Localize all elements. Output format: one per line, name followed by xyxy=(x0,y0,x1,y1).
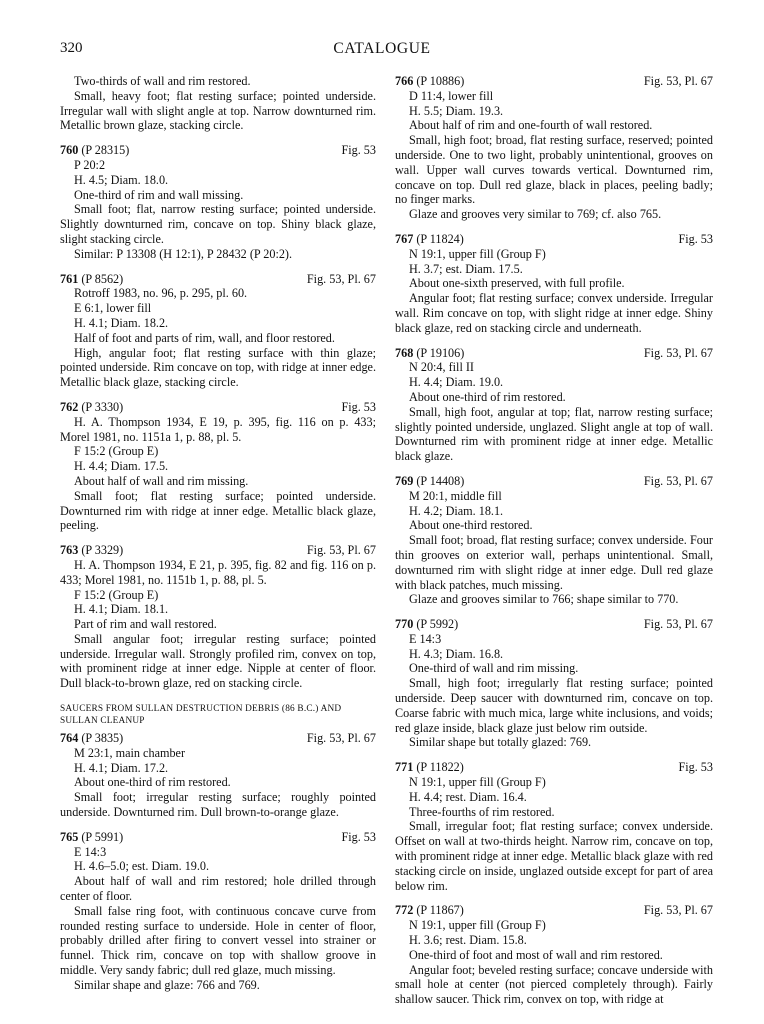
entry-data-line: One-third of foot and most of wall and rim restored. xyxy=(409,947,663,962)
entry-data-line: One-third of wall and rim missing. xyxy=(409,661,579,676)
entry-data-line: P 20:2 xyxy=(74,157,106,172)
entry-id xyxy=(60,143,129,158)
entry-data-line: Three-fourths of rim restored. xyxy=(409,804,555,819)
entry-number: 760 xyxy=(60,143,79,158)
continued-entry xyxy=(60,74,376,133)
description-paragraph: Angular foot; flat resting surface; convex underside. Irregular wall. Rim concave on top, with slight ridge at inner edge. Shiny black glaze, red on stacking circle and underneath. xyxy=(395,291,713,335)
entry-heading xyxy=(60,543,376,558)
inventory-number: (P 11824) xyxy=(413,231,464,246)
entry-id xyxy=(395,760,464,775)
description-paragraph: Small, irregular foot; flat resting surface; convex underside. Offset on wall at two-thirds height. Narrow rim, concave on top, with prominent ridge at inner edge. Metallic black glaze with red stacking circle on inside, unglazed outside except for part of area below rim. xyxy=(395,819,713,893)
figure-reference: Fig. 53 xyxy=(341,399,376,414)
section-heading: SAUCERS FROM SULLAN DESTRUCTION DEBRIS (86 B.C.) AND SULLAN CLEANUP xyxy=(60,704,342,727)
entry-number: 769 xyxy=(395,473,414,488)
description-paragraph: Small false ring foot, with continuous concave curve from rounded resting surface to underside. Hole in center of floor, probably drilled after firing to convert vessel into strainer or funnel. Thick rim, concave on top with shallow groove in middle. Very sandy fabric; dull red glaze, much missing. xyxy=(60,903,376,978)
entry-heading xyxy=(395,760,713,775)
entry-data-line: H. 3.7; est. Diam. 17.5. xyxy=(409,261,523,276)
entry-number: 762 xyxy=(60,399,79,414)
description-paragraph: Small foot; flat, narrow resting surface; pointed underside. Slightly downturned rim, concave on top. Shiny black glaze, slight stacking circle. xyxy=(60,202,376,246)
catalogue-entry xyxy=(395,346,713,464)
catalogue-entry xyxy=(395,74,713,222)
entry-id xyxy=(395,346,464,361)
description-paragraph: Similar: P 13308 (H 12:1), P 28432 (P 20:2). xyxy=(74,246,293,261)
entry-number: 771 xyxy=(395,760,414,775)
entry-heading xyxy=(395,617,713,632)
description-paragraph: H. A. Thompson 1934, E 21, p. 395, fig. 82 and fig. 116 on p. 433; Morel 1981, no. 1151b 1, p. 88, pl. 5. xyxy=(60,557,376,587)
catalogue-entry xyxy=(395,903,713,1007)
entry-id xyxy=(60,543,123,558)
figure-reference: Fig. 53 xyxy=(678,760,713,775)
inventory-number: (P 19106) xyxy=(413,345,465,360)
entry-heading xyxy=(60,400,376,415)
entry-data-line: F 15:2 (Group E) xyxy=(74,444,159,459)
running-head: CATALOGUE xyxy=(333,40,431,57)
description-paragraph: Small, high foot; broad, flat resting surface, reserved; pointed underside. One to two light, probably unintentional, grooves on wall. Upper wall curves towards vertical. Downturned rim, concave on top. Dull red glaze, black in places, peeling badly; no finger marks. xyxy=(395,133,713,207)
entry-data-line: F 15:2 (Group E) xyxy=(74,587,159,602)
description-paragraph: About half of wall and rim restored; hole drilled through center of floor. xyxy=(60,874,376,904)
entry-data-line: Half of foot and parts of rim, wall, and floor restored. xyxy=(74,330,335,345)
entry-data-line: H. 4.4; Diam. 17.5. xyxy=(74,459,169,474)
figure-reference: Fig. 53, Pl. 67 xyxy=(643,473,713,488)
description-paragraph: Similar shape but totally glazed: 769. xyxy=(409,735,592,750)
inventory-number: (P 8562) xyxy=(78,271,124,286)
entry-heading xyxy=(60,272,376,287)
catalogue-entry xyxy=(60,272,376,390)
entry-data-line: M 20:1, middle fill xyxy=(409,488,502,503)
entry-data-line: N 19:1, upper fill (Group F) xyxy=(409,918,546,933)
figure-reference: Fig. 53, Pl. 67 xyxy=(643,617,713,632)
description-paragraph: Small foot; flat resting surface; pointed underside. Downturned rim with ridge at inner edge. Metallic black glaze, peeling. xyxy=(60,488,376,533)
description-paragraph: Small foot; broad, flat resting surface; convex underside. Four thin grooves on exterior wall, perhaps unintentional. Small, downturned rim with slight ridge at inner edge. Dull red glaze with black patches, much missing. xyxy=(395,533,713,592)
description-paragraph: Two-thirds of wall and rim restored. xyxy=(74,74,251,88)
inventory-number: (P 3330) xyxy=(78,399,124,414)
entry-heading xyxy=(395,474,713,489)
inventory-number: (P 3835) xyxy=(78,731,124,746)
catalogue-entry xyxy=(60,731,376,820)
catalogue-entry xyxy=(395,760,713,893)
entry-data-line: About half of wall and rim missing. xyxy=(74,473,249,488)
entry-data-line: N 20:4, fill II xyxy=(409,360,474,375)
entry-data-line: H. 4.1; Diam. 18.2. xyxy=(74,315,169,330)
entry-data-line: Part of rim and wall restored. xyxy=(74,617,217,632)
right-column xyxy=(395,74,713,1007)
entry-data-line: H. 4.1; Diam. 18.1. xyxy=(74,602,169,617)
figure-reference: Fig. 53, Pl. 67 xyxy=(306,731,376,746)
entry-id xyxy=(60,731,123,746)
catalogue-entry xyxy=(395,617,713,750)
figure-reference: Fig. 53 xyxy=(678,231,713,246)
entry-number: 763 xyxy=(60,543,79,558)
page-header xyxy=(60,40,704,60)
page-number: 320 xyxy=(60,40,83,56)
inventory-number: (P 5992) xyxy=(413,617,459,632)
inventory-number: (P 5991) xyxy=(78,829,124,844)
description-paragraph: Glaze and grooves similar to 766; shape similar to 770. xyxy=(409,592,679,607)
entry-data-line: H. 4.4; rest. Diam. 16.4. xyxy=(409,789,527,804)
entry-number: 767 xyxy=(395,231,414,246)
entry-data-line: H. 4.5; Diam. 18.0. xyxy=(74,172,169,187)
entry-data-line: About one-sixth preserved, with full profile. xyxy=(409,276,625,291)
inventory-number: (P 11867) xyxy=(413,903,464,918)
entry-heading xyxy=(60,731,376,746)
entry-id xyxy=(395,232,464,247)
description-paragraph: Small angular foot; irregular resting surface; pointed underside. Irregular wall. Strongly profiled rim, convex on top, with prominent ridge at inner edge. Nipple at center of floor. Dull black-to-brown glaze, red on stacking circle. xyxy=(60,631,376,691)
description-paragraph: Small, high foot, angular at top; flat, narrow resting surface; slightly pointed underside, unglazed. Slight angle at top of wall. Downturned rim with prominent ridge at inner edge. Metallic black glaze. xyxy=(395,404,713,464)
inventory-number: (P 10886) xyxy=(413,74,465,88)
entry-heading xyxy=(395,346,713,361)
entry-data-line: Rotroff 1983, no. 96, p. 295, pl. 60. xyxy=(74,286,248,301)
entry-number: 770 xyxy=(395,617,414,632)
entry-data-line: M 23:1, main chamber xyxy=(74,745,186,760)
entry-data-line: About one-third of rim restored. xyxy=(74,775,231,790)
entry-data-line: H. 4.6–5.0; est. Diam. 19.0. xyxy=(74,859,210,874)
entry-id xyxy=(395,74,464,89)
figure-reference: Fig. 53, Pl. 67 xyxy=(306,271,376,286)
catalogue-entry xyxy=(60,400,376,533)
figure-reference: Fig. 53 xyxy=(341,829,376,844)
inventory-number: (P 11822) xyxy=(413,760,464,775)
entry-number: 768 xyxy=(395,345,414,360)
description-paragraph: Small, high foot; irregularly flat resting surface; pointed underside. Deep saucer with downturned rim, concave on top. Coarse fabric with much mica, large white inclusions, and voids; red glaze inside, black glaze just below rim outside. xyxy=(395,676,713,735)
entry-data-line: About half of rim and one-fourth of wall restored. xyxy=(409,118,653,133)
entry-data-line: H. 3.6; rest. Diam. 15.8. xyxy=(409,933,527,948)
entry-id xyxy=(395,617,458,632)
figure-reference: Fig. 53, Pl. 67 xyxy=(643,903,713,918)
inventory-number: (P 14408) xyxy=(413,473,465,488)
entry-id xyxy=(60,272,123,287)
entry-data-line: About one-third restored. xyxy=(409,518,533,533)
entry-data-line: About one-third of rim restored. xyxy=(409,389,566,404)
entry-data-line: N 19:1, upper fill (Group F) xyxy=(409,775,546,790)
description-paragraph: High, angular foot; flat resting surface with thin glaze; pointed underside. Rim concave on top, with ridge at inner edge. Metallic black glaze, stacking circle. xyxy=(60,345,376,390)
description-paragraph: H. A. Thompson 1934, E 19, p. 395, fig. 116 on p. 433; Morel 1981, no. 1151a 1, p. 88, pl. 5. xyxy=(60,414,376,444)
description-paragraph: Small foot; irregular resting surface; roughly pointed underside. Downturned rim. Dull brown-to-orange glaze. xyxy=(60,790,376,820)
entry-data-line: D 11:4, lower fill xyxy=(409,88,494,103)
left-column xyxy=(60,74,376,993)
entry-heading xyxy=(395,903,713,918)
figure-reference: Fig. 53, Pl. 67 xyxy=(306,543,376,558)
entry-number: 764 xyxy=(60,731,79,746)
entry-id xyxy=(60,400,123,415)
entry-data-line: H. 4.1; Diam. 17.2. xyxy=(74,760,169,775)
entry-data-line: E 14:3 xyxy=(74,844,107,859)
entry-number: 765 xyxy=(60,829,79,844)
catalogue-entry xyxy=(60,830,376,993)
entry-data-line: E 6:1, lower fill xyxy=(74,301,152,316)
entry-heading xyxy=(395,74,713,89)
entry-heading xyxy=(60,143,376,158)
entry-heading xyxy=(395,232,713,247)
entry-data-line: H. 4.4; Diam. 19.0. xyxy=(409,375,504,390)
entry-data-line: H. 5.5; Diam. 19.3. xyxy=(409,103,504,118)
entry-heading xyxy=(60,830,376,845)
catalogue-entry xyxy=(60,543,376,691)
entry-id xyxy=(60,830,123,845)
description-paragraph: Small, heavy foot; flat resting surface; pointed underside. Irregular wall with slight angle at top. Narrow downturned rim. Metallic brown glaze, stacking circle. xyxy=(60,88,376,133)
description-paragraph: Glaze and grooves very similar to 769; cf. also 765. xyxy=(409,207,662,222)
description-paragraph: Angular foot; beveled resting surface; concave underside with small hole at center (not pierced completely through). Fairly shallow saucer. Thick rim, convex on top, with ridge at xyxy=(395,962,713,1007)
description-paragraph: Similar shape and glaze: 766 and 769. xyxy=(74,977,260,992)
figure-reference: Fig. 53 xyxy=(341,143,376,158)
entry-number: 761 xyxy=(60,271,79,286)
catalogue-entry xyxy=(60,143,376,261)
entry-number: 766 xyxy=(395,74,414,88)
entry-data-line: One-third of rim and wall missing. xyxy=(74,187,244,202)
entry-id xyxy=(395,474,464,489)
inventory-number: (P 3329) xyxy=(78,543,124,558)
entry-data-line: H. 4.3; Diam. 16.8. xyxy=(409,646,504,661)
figure-reference: Fig. 53, Pl. 67 xyxy=(643,345,713,360)
entry-data-line: H. 4.2; Diam. 18.1. xyxy=(409,503,504,518)
entry-data-line: N 19:1, upper fill (Group F) xyxy=(409,246,546,261)
catalogue-entry xyxy=(395,474,713,607)
entry-data-line: E 14:3 xyxy=(409,631,442,646)
inventory-number: (P 28315) xyxy=(78,143,130,158)
entry-id xyxy=(395,903,464,918)
figure-reference: Fig. 53, Pl. 67 xyxy=(643,74,713,88)
entry-number: 772 xyxy=(395,903,414,918)
catalogue-entry xyxy=(395,232,713,336)
